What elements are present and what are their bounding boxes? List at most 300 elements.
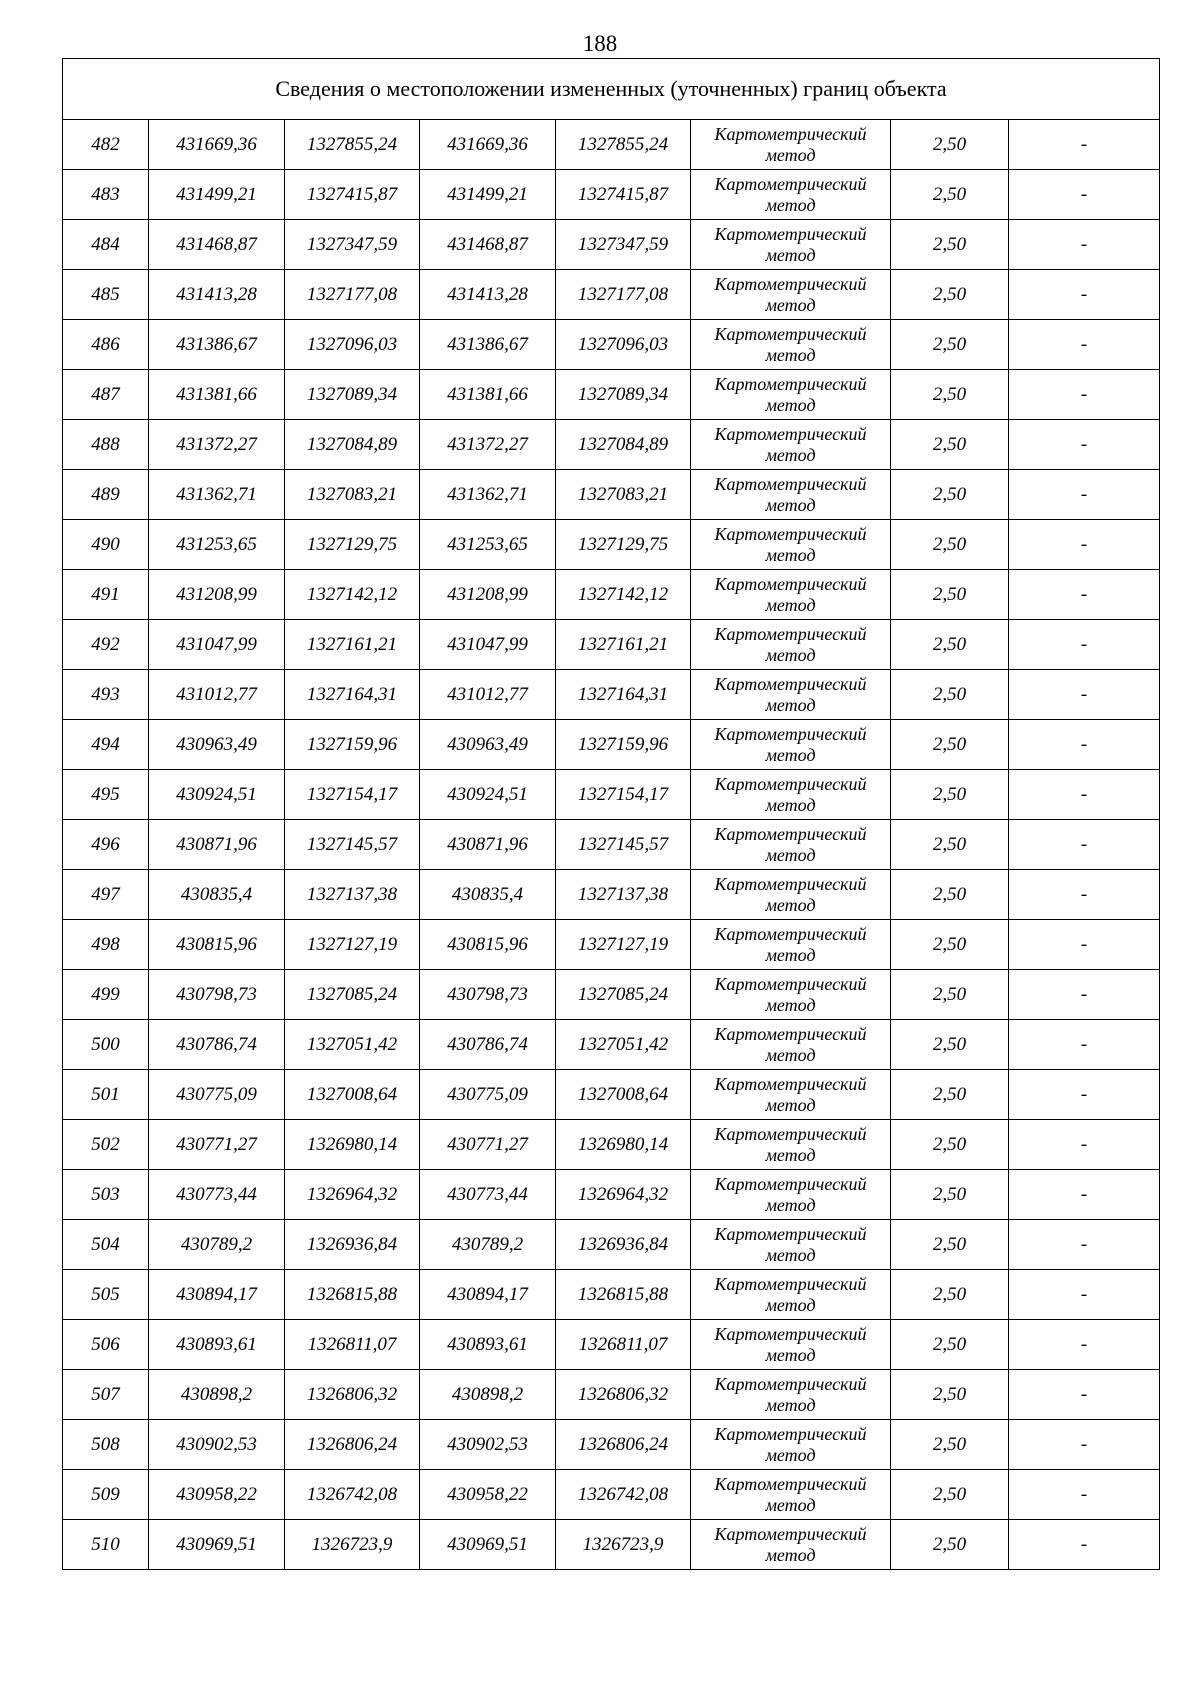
- method-line1: Картометрический: [714, 1523, 867, 1544]
- accuracy-cell: 2,50: [891, 120, 1009, 170]
- y-new-cell: 1326742,08: [556, 1470, 691, 1520]
- method-cell: [691, 670, 891, 720]
- y-new-cell: 1327051,42: [556, 1020, 691, 1070]
- point-number-cell: 495: [63, 770, 149, 820]
- boundary-coordinates-table: [62, 58, 1160, 1570]
- accuracy-cell: 2,50: [891, 420, 1009, 470]
- x-existing-cell: 430893,61: [149, 1320, 285, 1370]
- description-cell: -: [1009, 870, 1160, 920]
- table-row: [63, 170, 1160, 220]
- table-row: [63, 470, 1160, 520]
- x-new-cell: 430835,4: [420, 870, 556, 920]
- point-number-cell: 489: [63, 470, 149, 520]
- x-existing-cell: 430871,96: [149, 820, 285, 870]
- point-number-cell: 482: [63, 120, 149, 170]
- table-row: [63, 220, 1160, 270]
- y-existing-cell: 1326815,88: [285, 1270, 420, 1320]
- y-new-cell: 1327159,96: [556, 720, 691, 770]
- y-existing-cell: 1326980,14: [285, 1120, 420, 1170]
- method-line1: Картометрический: [714, 373, 867, 394]
- method-line2: метод: [765, 144, 816, 165]
- description-cell: -: [1009, 770, 1160, 820]
- y-new-cell: 1327084,89: [556, 420, 691, 470]
- method-cell: [691, 920, 891, 970]
- accuracy-cell: 2,50: [891, 1370, 1009, 1420]
- method-line2: метод: [765, 944, 816, 965]
- table-row: [63, 620, 1160, 670]
- y-new-cell: 1327855,24: [556, 120, 691, 170]
- method-cell: [691, 620, 891, 670]
- y-new-cell: 1327347,59: [556, 220, 691, 270]
- y-existing-cell: 1326811,07: [285, 1320, 420, 1370]
- x-new-cell: 431372,27: [420, 420, 556, 470]
- description-cell: -: [1009, 720, 1160, 770]
- method-line1: Картометрический: [714, 473, 867, 494]
- y-existing-cell: 1327177,08: [285, 270, 420, 320]
- point-number-cell: 510: [63, 1520, 149, 1570]
- description-cell: -: [1009, 1320, 1160, 1370]
- x-existing-cell: 430771,27: [149, 1120, 285, 1170]
- method-cell: [691, 470, 891, 520]
- method-line2: метод: [765, 1494, 816, 1515]
- x-existing-cell: 431499,21: [149, 170, 285, 220]
- method-line2: метод: [765, 1444, 816, 1465]
- y-existing-cell: 1327051,42: [285, 1020, 420, 1070]
- x-existing-cell: 431413,28: [149, 270, 285, 320]
- x-new-cell: 430963,49: [420, 720, 556, 770]
- method-cell: [691, 520, 891, 570]
- method-cell: [691, 770, 891, 820]
- accuracy-cell: 2,50: [891, 270, 1009, 320]
- method-line1: Картометрический: [714, 173, 867, 194]
- y-new-cell: 1326806,32: [556, 1370, 691, 1420]
- point-number-cell: 509: [63, 1470, 149, 1520]
- table-row: [63, 1320, 1160, 1370]
- method-line2: метод: [765, 1094, 816, 1115]
- x-existing-cell: 431381,66: [149, 370, 285, 420]
- point-number-cell: 494: [63, 720, 149, 770]
- x-new-cell: 430773,44: [420, 1170, 556, 1220]
- table-row: [63, 920, 1160, 970]
- method-line1: Картометрический: [714, 1123, 867, 1144]
- description-cell: -: [1009, 320, 1160, 370]
- x-existing-cell: 431047,99: [149, 620, 285, 670]
- accuracy-cell: 2,50: [891, 720, 1009, 770]
- description-cell: -: [1009, 170, 1160, 220]
- x-existing-cell: 430969,51: [149, 1520, 285, 1570]
- y-existing-cell: 1327085,24: [285, 970, 420, 1020]
- x-new-cell: 430898,2: [420, 1370, 556, 1420]
- description-cell: -: [1009, 520, 1160, 570]
- x-existing-cell: 430789,2: [149, 1220, 285, 1270]
- table-title-row: [63, 59, 1160, 120]
- method-cell: [691, 1070, 891, 1120]
- method-line2: метод: [765, 1144, 816, 1165]
- method-cell: [691, 1320, 891, 1370]
- y-existing-cell: 1327129,75: [285, 520, 420, 570]
- method-line1: Картометрический: [714, 973, 867, 994]
- method-cell: [691, 220, 891, 270]
- method-line1: Картометрический: [714, 1173, 867, 1194]
- method-line1: Картометрический: [714, 773, 867, 794]
- method-line2: метод: [765, 794, 816, 815]
- y-existing-cell: 1327855,24: [285, 120, 420, 170]
- point-number-cell: 483: [63, 170, 149, 220]
- description-cell: -: [1009, 570, 1160, 620]
- x-existing-cell: 431669,36: [149, 120, 285, 170]
- table-row: [63, 420, 1160, 470]
- x-existing-cell: 431372,27: [149, 420, 285, 470]
- y-existing-cell: 1327415,87: [285, 170, 420, 220]
- method-line2: метод: [765, 294, 816, 315]
- x-existing-cell: 431012,77: [149, 670, 285, 720]
- x-new-cell: 431253,65: [420, 520, 556, 570]
- method-line2: метод: [765, 1544, 816, 1565]
- x-new-cell: 431468,87: [420, 220, 556, 270]
- x-new-cell: 431208,99: [420, 570, 556, 620]
- accuracy-cell: 2,50: [891, 220, 1009, 270]
- method-cell: [691, 170, 891, 220]
- accuracy-cell: 2,50: [891, 970, 1009, 1020]
- accuracy-cell: 2,50: [891, 470, 1009, 520]
- description-cell: -: [1009, 470, 1160, 520]
- y-existing-cell: 1327008,64: [285, 1070, 420, 1120]
- method-line2: метод: [765, 894, 816, 915]
- description-cell: -: [1009, 370, 1160, 420]
- x-new-cell: 431669,36: [420, 120, 556, 170]
- x-new-cell: 431047,99: [420, 620, 556, 670]
- description-cell: -: [1009, 1070, 1160, 1120]
- table-row: [63, 1470, 1160, 1520]
- method-cell: [691, 1420, 891, 1470]
- method-cell: [691, 420, 891, 470]
- y-existing-cell: 1327084,89: [285, 420, 420, 470]
- y-existing-cell: 1326964,32: [285, 1170, 420, 1220]
- y-new-cell: 1326980,14: [556, 1120, 691, 1170]
- x-existing-cell: 430815,96: [149, 920, 285, 970]
- method-cell: [691, 870, 891, 920]
- y-new-cell: 1327415,87: [556, 170, 691, 220]
- point-number-cell: 499: [63, 970, 149, 1020]
- point-number-cell: 508: [63, 1420, 149, 1470]
- x-new-cell: 431362,71: [420, 470, 556, 520]
- x-new-cell: 430871,96: [420, 820, 556, 870]
- y-existing-cell: 1327161,21: [285, 620, 420, 670]
- point-number-cell: 491: [63, 570, 149, 620]
- x-existing-cell: 430894,17: [149, 1270, 285, 1320]
- method-line2: метод: [765, 1394, 816, 1415]
- method-line2: метод: [765, 444, 816, 465]
- method-cell: [691, 1520, 891, 1570]
- method-line2: метод: [765, 244, 816, 265]
- table-row: [63, 1170, 1160, 1220]
- method-line1: Картометрический: [714, 1423, 867, 1444]
- method-line1: Картометрический: [714, 1023, 867, 1044]
- y-new-cell: 1327137,38: [556, 870, 691, 920]
- table-row: [63, 770, 1160, 820]
- table-row: [63, 120, 1160, 170]
- method-line1: Картометрический: [714, 1073, 867, 1094]
- table-row: [63, 270, 1160, 320]
- method-cell: [691, 820, 891, 870]
- method-line1: Картометрический: [714, 923, 867, 944]
- x-existing-cell: 430958,22: [149, 1470, 285, 1520]
- y-new-cell: 1327142,12: [556, 570, 691, 620]
- y-existing-cell: 1327145,57: [285, 820, 420, 870]
- table-row: [63, 1270, 1160, 1320]
- point-number-cell: 486: [63, 320, 149, 370]
- table-row: [63, 970, 1160, 1020]
- y-new-cell: 1327129,75: [556, 520, 691, 570]
- accuracy-cell: 2,50: [891, 1170, 1009, 1220]
- accuracy-cell: 2,50: [891, 1070, 1009, 1120]
- y-new-cell: 1327164,31: [556, 670, 691, 720]
- x-existing-cell: 431253,65: [149, 520, 285, 570]
- method-line2: метод: [765, 544, 816, 565]
- point-number-cell: 490: [63, 520, 149, 570]
- method-cell: [691, 1270, 891, 1320]
- x-new-cell: 430969,51: [420, 1520, 556, 1570]
- description-cell: -: [1009, 1170, 1160, 1220]
- accuracy-cell: 2,50: [891, 170, 1009, 220]
- table-row: [63, 1220, 1160, 1270]
- y-existing-cell: 1327142,12: [285, 570, 420, 620]
- table-row: [63, 520, 1160, 570]
- x-existing-cell: 430775,09: [149, 1070, 285, 1120]
- table-row: [63, 370, 1160, 420]
- method-line1: Картометрический: [714, 573, 867, 594]
- description-cell: -: [1009, 120, 1160, 170]
- table-row: [63, 570, 1160, 620]
- method-line2: метод: [765, 694, 816, 715]
- accuracy-cell: 2,50: [891, 920, 1009, 970]
- accuracy-cell: 2,50: [891, 1120, 1009, 1170]
- y-new-cell: 1327083,21: [556, 470, 691, 520]
- method-cell: [691, 1170, 891, 1220]
- method-cell: [691, 570, 891, 620]
- point-number-cell: 504: [63, 1220, 149, 1270]
- point-number-cell: 493: [63, 670, 149, 720]
- table-row: [63, 1370, 1160, 1420]
- accuracy-cell: 2,50: [891, 670, 1009, 720]
- y-new-cell: 1326723,9: [556, 1520, 691, 1570]
- x-existing-cell: 431468,87: [149, 220, 285, 270]
- table-row: [63, 870, 1160, 920]
- method-line2: метод: [765, 394, 816, 415]
- description-cell: -: [1009, 970, 1160, 1020]
- y-new-cell: 1327161,21: [556, 620, 691, 670]
- method-line2: метод: [765, 594, 816, 615]
- description-cell: -: [1009, 1420, 1160, 1470]
- point-number-cell: 503: [63, 1170, 149, 1220]
- method-line1: Картометрический: [714, 1373, 867, 1394]
- point-number-cell: 487: [63, 370, 149, 420]
- table-row: [63, 1420, 1160, 1470]
- method-cell: [691, 370, 891, 420]
- y-new-cell: 1327154,17: [556, 770, 691, 820]
- x-new-cell: 430893,61: [420, 1320, 556, 1370]
- x-new-cell: 431499,21: [420, 170, 556, 220]
- point-number-cell: 488: [63, 420, 149, 470]
- method-cell: [691, 970, 891, 1020]
- x-new-cell: 431012,77: [420, 670, 556, 720]
- y-existing-cell: 1326806,24: [285, 1420, 420, 1470]
- point-number-cell: 502: [63, 1120, 149, 1170]
- method-line1: Картометрический: [714, 223, 867, 244]
- page-number: 188: [582, 31, 618, 56]
- x-new-cell: 430789,2: [420, 1220, 556, 1270]
- y-existing-cell: 1327154,17: [285, 770, 420, 820]
- accuracy-cell: 2,50: [891, 770, 1009, 820]
- accuracy-cell: 2,50: [891, 1270, 1009, 1320]
- description-cell: -: [1009, 420, 1160, 470]
- y-existing-cell: 1326806,32: [285, 1370, 420, 1420]
- x-new-cell: 431413,28: [420, 270, 556, 320]
- x-new-cell: 430958,22: [420, 1470, 556, 1520]
- method-line2: метод: [765, 644, 816, 665]
- description-cell: -: [1009, 1020, 1160, 1070]
- y-existing-cell: 1327089,34: [285, 370, 420, 420]
- y-existing-cell: 1326936,84: [285, 1220, 420, 1270]
- y-new-cell: 1327008,64: [556, 1070, 691, 1120]
- x-new-cell: 430771,27: [420, 1120, 556, 1170]
- accuracy-cell: 2,50: [891, 1420, 1009, 1470]
- x-existing-cell: 430773,44: [149, 1170, 285, 1220]
- point-number-cell: 505: [63, 1270, 149, 1320]
- y-existing-cell: 1327347,59: [285, 220, 420, 270]
- table-row: [63, 720, 1160, 770]
- description-cell: -: [1009, 1220, 1160, 1270]
- description-cell: -: [1009, 670, 1160, 720]
- point-number-cell: 496: [63, 820, 149, 870]
- accuracy-cell: 2,50: [891, 620, 1009, 670]
- y-existing-cell: 1327137,38: [285, 870, 420, 920]
- method-cell: [691, 320, 891, 370]
- method-line1: Картометрический: [714, 823, 867, 844]
- description-cell: -: [1009, 220, 1160, 270]
- method-cell: [691, 120, 891, 170]
- accuracy-cell: 2,50: [891, 820, 1009, 870]
- method-line1: Картометрический: [714, 1473, 867, 1494]
- method-line2: метод: [765, 1194, 816, 1215]
- x-existing-cell: 431208,99: [149, 570, 285, 620]
- y-existing-cell: 1327083,21: [285, 470, 420, 520]
- y-new-cell: 1326964,32: [556, 1170, 691, 1220]
- table-row: [63, 670, 1160, 720]
- method-line1: Картометрический: [714, 523, 867, 544]
- accuracy-cell: 2,50: [891, 520, 1009, 570]
- y-existing-cell: 1326723,9: [285, 1520, 420, 1570]
- x-new-cell: 430786,74: [420, 1020, 556, 1070]
- y-new-cell: 1327089,34: [556, 370, 691, 420]
- method-line1: Картометрический: [714, 1323, 867, 1344]
- method-line1: Картометрический: [714, 123, 867, 144]
- description-cell: -: [1009, 920, 1160, 970]
- method-line1: Картометрический: [714, 273, 867, 294]
- point-number-cell: 498: [63, 920, 149, 970]
- description-cell: -: [1009, 1370, 1160, 1420]
- method-line1: Картометрический: [714, 623, 867, 644]
- method-line1: Картометрический: [714, 873, 867, 894]
- y-new-cell: 1326936,84: [556, 1220, 691, 1270]
- method-cell: [691, 1020, 891, 1070]
- method-line1: Картометрический: [714, 423, 867, 444]
- method-line2: метод: [765, 844, 816, 865]
- method-line2: метод: [765, 344, 816, 365]
- method-line1: Картометрический: [714, 1223, 867, 1244]
- x-new-cell: 430775,09: [420, 1070, 556, 1120]
- accuracy-cell: 2,50: [891, 1520, 1009, 1570]
- point-number-cell: 500: [63, 1020, 149, 1070]
- x-existing-cell: 430798,73: [149, 970, 285, 1020]
- x-existing-cell: 430902,53: [149, 1420, 285, 1470]
- description-cell: -: [1009, 820, 1160, 870]
- table-title: Сведения о местоположении измененных (уточненных) границ объекта: [63, 59, 1160, 120]
- y-new-cell: 1327096,03: [556, 320, 691, 370]
- method-cell: [691, 1120, 891, 1170]
- description-cell: -: [1009, 1270, 1160, 1320]
- y-new-cell: 1326815,88: [556, 1270, 691, 1320]
- y-new-cell: 1327085,24: [556, 970, 691, 1020]
- method-line1: Картометрический: [714, 1273, 867, 1294]
- method-line2: метод: [765, 744, 816, 765]
- method-cell: [691, 270, 891, 320]
- x-new-cell: 430798,73: [420, 970, 556, 1020]
- point-number-cell: 507: [63, 1370, 149, 1420]
- method-cell: [691, 1370, 891, 1420]
- method-line2: метод: [765, 494, 816, 515]
- x-existing-cell: 431386,67: [149, 320, 285, 370]
- table-body: [63, 59, 1160, 1570]
- method-line1: Картометрический: [714, 673, 867, 694]
- accuracy-cell: 2,50: [891, 1220, 1009, 1270]
- accuracy-cell: 2,50: [891, 1020, 1009, 1070]
- method-cell: [691, 720, 891, 770]
- point-number-cell: 484: [63, 220, 149, 270]
- method-line2: метод: [765, 994, 816, 1015]
- table-row: [63, 820, 1160, 870]
- accuracy-cell: 2,50: [891, 1470, 1009, 1520]
- accuracy-cell: 2,50: [891, 320, 1009, 370]
- accuracy-cell: 2,50: [891, 870, 1009, 920]
- x-new-cell: 431386,67: [420, 320, 556, 370]
- method-line2: метод: [765, 1044, 816, 1065]
- method-line2: метод: [765, 194, 816, 215]
- x-new-cell: 431381,66: [420, 370, 556, 420]
- x-existing-cell: 430835,4: [149, 870, 285, 920]
- table-row: [63, 1020, 1160, 1070]
- point-number-cell: 485: [63, 270, 149, 320]
- y-new-cell: 1327177,08: [556, 270, 691, 320]
- point-number-cell: 497: [63, 870, 149, 920]
- x-existing-cell: 431362,71: [149, 470, 285, 520]
- method-line2: метод: [765, 1344, 816, 1365]
- y-existing-cell: 1327159,96: [285, 720, 420, 770]
- y-existing-cell: 1327164,31: [285, 670, 420, 720]
- y-new-cell: 1327145,57: [556, 820, 691, 870]
- y-new-cell: 1326811,07: [556, 1320, 691, 1370]
- description-cell: -: [1009, 620, 1160, 670]
- table-row: [63, 1070, 1160, 1120]
- method-line1: Картометрический: [714, 723, 867, 744]
- accuracy-cell: 2,50: [891, 370, 1009, 420]
- table-row: [63, 1520, 1160, 1570]
- description-cell: -: [1009, 270, 1160, 320]
- x-new-cell: 430815,96: [420, 920, 556, 970]
- accuracy-cell: 2,50: [891, 1320, 1009, 1370]
- y-existing-cell: 1327127,19: [285, 920, 420, 970]
- method-line2: метод: [765, 1244, 816, 1265]
